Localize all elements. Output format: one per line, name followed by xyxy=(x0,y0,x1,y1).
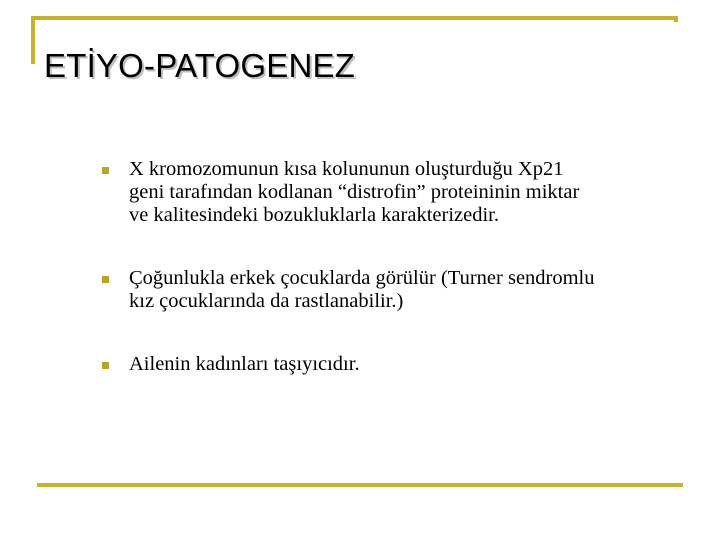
bullet-item xyxy=(97,353,697,376)
bottom-rule xyxy=(37,483,683,487)
bullet-line: Çoğunlukla erkek çocuklarda görülür (Turner sendromlu xyxy=(129,267,595,289)
square-bullet-icon xyxy=(102,167,109,174)
frame-top-border xyxy=(31,16,678,20)
frame-right-tick xyxy=(674,16,678,22)
bullet-line: ve kalitesindeki bozukluklarla karakterizedir. xyxy=(129,204,499,226)
square-bullet-icon xyxy=(102,276,109,283)
frame-left-border xyxy=(31,16,35,64)
bullet-list xyxy=(97,158,697,376)
bullet-line: geni tarafından kodlanan “distrofin” proteininin miktar xyxy=(129,181,580,203)
slide-title: ETİYO-PATOGENEZ xyxy=(44,47,356,84)
bullet-line: X kromozomunun kısa kolununun oluşturduğu Xp21 xyxy=(129,158,564,180)
bullet-line: kız çocuklarında da rastlanabilir.) xyxy=(129,290,404,312)
bullet-line: Ailenin kadınları taşıyıcıdır. xyxy=(129,353,360,375)
square-bullet-icon xyxy=(102,362,109,369)
bullet-item xyxy=(97,267,697,313)
bullet-item xyxy=(97,158,697,227)
